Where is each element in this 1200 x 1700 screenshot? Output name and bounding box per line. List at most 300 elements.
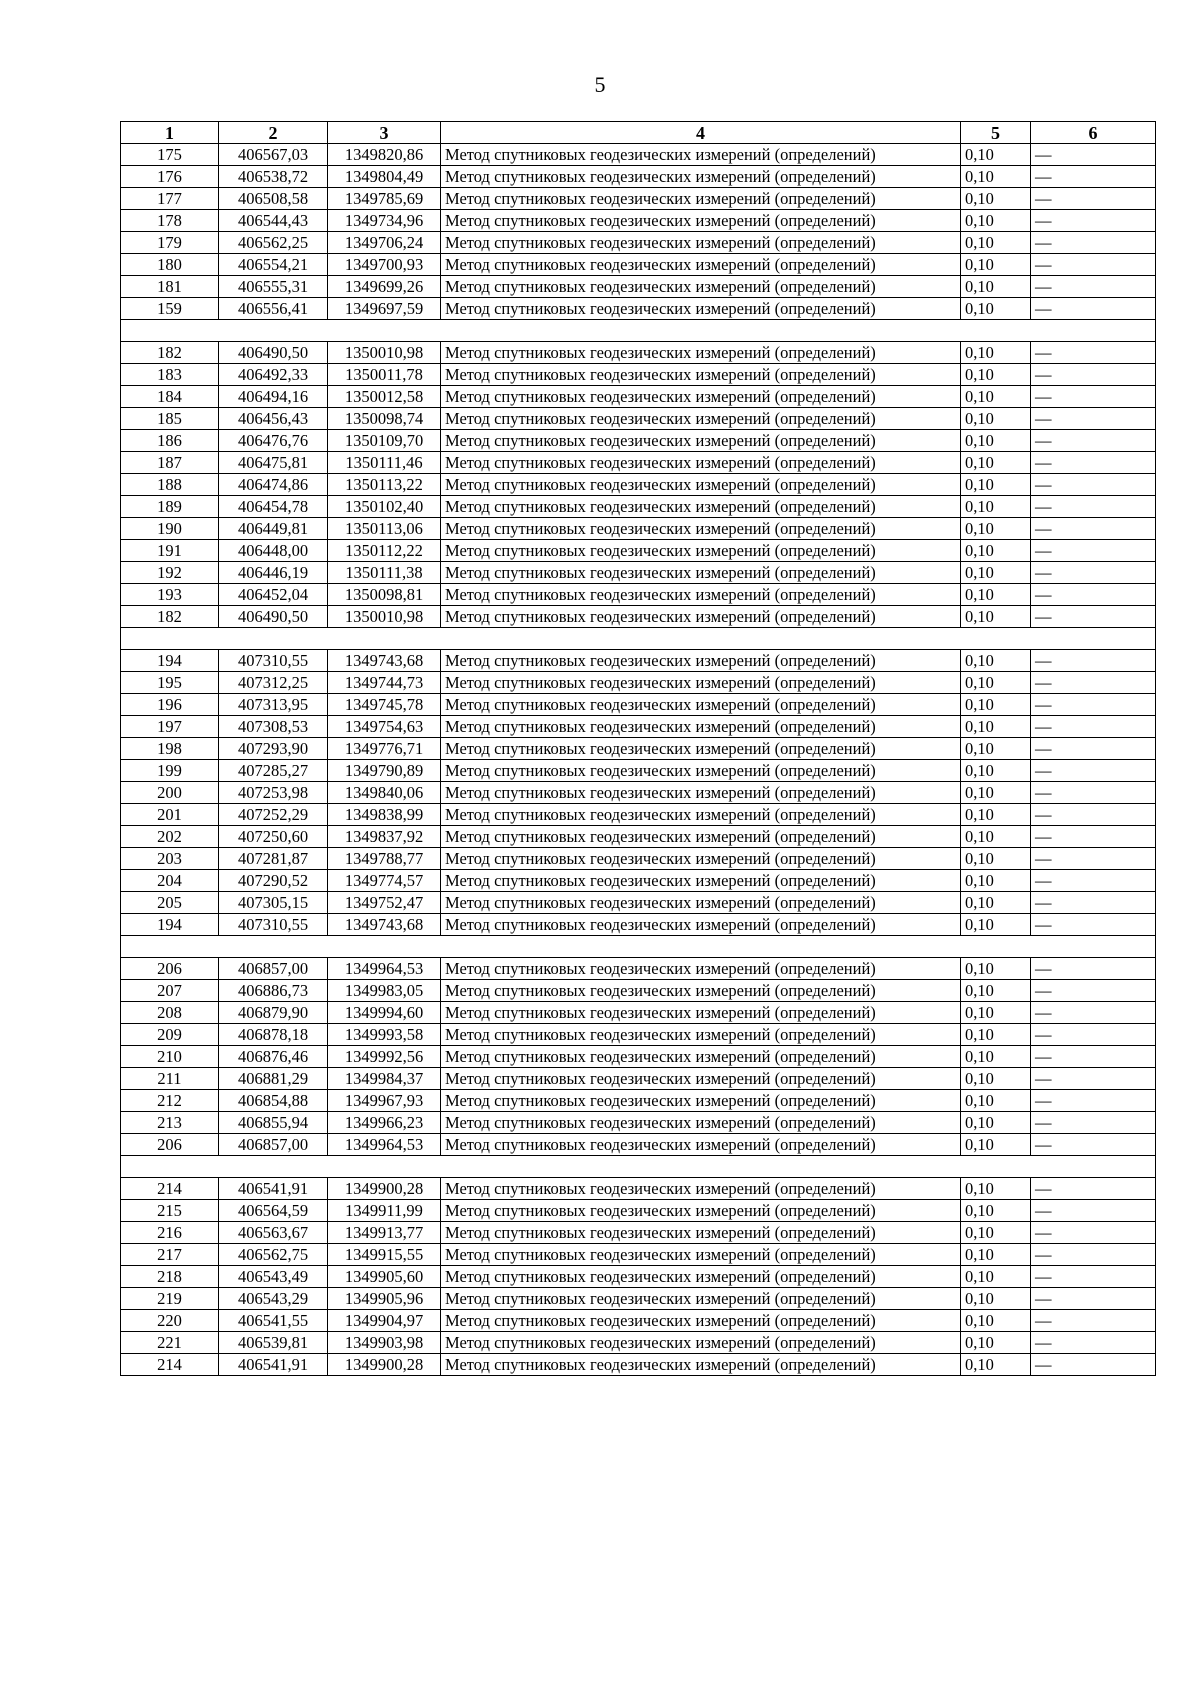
cell-note: — <box>1031 430 1156 452</box>
cell-point-number: 179 <box>121 232 219 254</box>
table-row <box>121 1178 1156 1200</box>
cell-point-number: 212 <box>121 1090 219 1112</box>
table-row <box>121 826 1156 848</box>
header-col-6: 6 <box>1031 122 1156 144</box>
cell-point-number: 182 <box>121 342 219 364</box>
cell-coord-x: 407312,25 <box>219 672 328 694</box>
cell-note: — <box>1031 188 1156 210</box>
cell-coord-x: 406492,33 <box>219 364 328 386</box>
cell-precision: 0,10 <box>961 1200 1031 1222</box>
cell-precision: 0,10 <box>961 1046 1031 1068</box>
cell-note: — <box>1031 892 1156 914</box>
table-row <box>121 1046 1156 1068</box>
cell-point-number: 175 <box>121 144 219 166</box>
cell-coord-x: 406562,75 <box>219 1244 328 1266</box>
cell-coord-y: 1350113,06 <box>328 518 441 540</box>
cell-coord-x: 406554,21 <box>219 254 328 276</box>
cell-method: Метод спутниковых геодезических измерений (определений) <box>441 738 961 760</box>
cell-point-number: 189 <box>121 496 219 518</box>
cell-coord-y: 1350111,38 <box>328 562 441 584</box>
cell-coord-y: 1349804,49 <box>328 166 441 188</box>
cell-precision: 0,10 <box>961 1332 1031 1354</box>
cell-coord-x: 406454,78 <box>219 496 328 518</box>
cell-point-number: 182 <box>121 606 219 628</box>
cell-note: — <box>1031 782 1156 804</box>
cell-note: — <box>1031 584 1156 606</box>
cell-point-number: 185 <box>121 408 219 430</box>
cell-coord-x: 406543,49 <box>219 1266 328 1288</box>
cell-method: Метод спутниковых геодезических измерений (определений) <box>441 1200 961 1222</box>
cell-point-number: 203 <box>121 848 219 870</box>
cell-point-number: 219 <box>121 1288 219 1310</box>
cell-precision: 0,10 <box>961 694 1031 716</box>
table-row <box>121 496 1156 518</box>
header-row <box>121 122 1156 144</box>
group-separator-row <box>121 320 1156 342</box>
cell-precision: 0,10 <box>961 1068 1031 1090</box>
cell-precision: 0,10 <box>961 848 1031 870</box>
table-row <box>121 254 1156 276</box>
cell-note: — <box>1031 650 1156 672</box>
cell-method: Метод спутниковых геодезических измерений (определений) <box>441 254 961 276</box>
cell-point-number: 208 <box>121 1002 219 1024</box>
cell-note: — <box>1031 1332 1156 1354</box>
cell-coord-y: 1350098,81 <box>328 584 441 606</box>
cell-coord-y: 1349905,96 <box>328 1288 441 1310</box>
cell-point-number: 218 <box>121 1266 219 1288</box>
cell-coord-y: 1349964,53 <box>328 1134 441 1156</box>
cell-precision: 0,10 <box>961 540 1031 562</box>
cell-precision: 0,10 <box>961 1002 1031 1024</box>
cell-method: Метод спутниковых геодезических измерений (определений) <box>441 1332 961 1354</box>
cell-precision: 0,10 <box>961 1244 1031 1266</box>
table-row <box>121 716 1156 738</box>
cell-point-number: 201 <box>121 804 219 826</box>
cell-precision: 0,10 <box>961 188 1031 210</box>
cell-coord-y: 1349911,99 <box>328 1200 441 1222</box>
group-separator-cell <box>121 936 1156 958</box>
cell-coord-y: 1349745,78 <box>328 694 441 716</box>
cell-coord-y: 1349903,98 <box>328 1332 441 1354</box>
cell-point-number: 200 <box>121 782 219 804</box>
cell-coord-y: 1349788,77 <box>328 848 441 870</box>
cell-point-number: 216 <box>121 1222 219 1244</box>
cell-precision: 0,10 <box>961 782 1031 804</box>
cell-method: Метод спутниковых геодезических измерений (определений) <box>441 826 961 848</box>
cell-note: — <box>1031 342 1156 364</box>
cell-coord-y: 1350098,74 <box>328 408 441 430</box>
cell-point-number: 192 <box>121 562 219 584</box>
cell-method: Метод спутниковых геодезических измерений (определений) <box>441 1354 961 1376</box>
cell-note: — <box>1031 540 1156 562</box>
cell-note: — <box>1031 1354 1156 1376</box>
cell-coord-x: 406879,90 <box>219 1002 328 1024</box>
table-row <box>121 694 1156 716</box>
cell-note: — <box>1031 1310 1156 1332</box>
cell-point-number: 183 <box>121 364 219 386</box>
cell-coord-x: 406452,04 <box>219 584 328 606</box>
cell-method: Метод спутниковых геодезических измерений (определений) <box>441 474 961 496</box>
cell-method: Метод спутниковых геодезических измерений (определений) <box>441 298 961 320</box>
group-separator-row <box>121 1156 1156 1178</box>
cell-note: — <box>1031 210 1156 232</box>
table-row <box>121 232 1156 254</box>
header-col-1: 1 <box>121 122 219 144</box>
cell-precision: 0,10 <box>961 474 1031 496</box>
cell-coord-x: 406881,29 <box>219 1068 328 1090</box>
cell-coord-x: 407310,55 <box>219 914 328 936</box>
cell-note: — <box>1031 408 1156 430</box>
table-row <box>121 848 1156 870</box>
cell-coord-y: 1349915,55 <box>328 1244 441 1266</box>
cell-coord-y: 1349785,69 <box>328 188 441 210</box>
cell-coord-x: 406446,19 <box>219 562 328 584</box>
cell-precision: 0,10 <box>961 870 1031 892</box>
cell-coord-x: 406543,29 <box>219 1288 328 1310</box>
table-row <box>121 980 1156 1002</box>
cell-note: — <box>1031 386 1156 408</box>
cell-method: Метод спутниковых геодезических измерений (определений) <box>441 1310 961 1332</box>
cell-method: Метод спутниковых геодезических измерений (определений) <box>441 958 961 980</box>
group-separator-row <box>121 936 1156 958</box>
cell-precision: 0,10 <box>961 1024 1031 1046</box>
cell-coord-y: 1349967,93 <box>328 1090 441 1112</box>
cell-method: Метод спутниковых геодезических измерений (определений) <box>441 782 961 804</box>
cell-precision: 0,10 <box>961 430 1031 452</box>
cell-point-number: 215 <box>121 1200 219 1222</box>
cell-coord-x: 406855,94 <box>219 1112 328 1134</box>
cell-coord-y: 1349734,96 <box>328 210 441 232</box>
cell-method: Метод спутниковых геодезических измерений (определений) <box>441 1112 961 1134</box>
cell-coord-x: 406564,59 <box>219 1200 328 1222</box>
cell-coord-y: 1349754,63 <box>328 716 441 738</box>
table-row <box>121 210 1156 232</box>
cell-coord-y: 1349913,77 <box>328 1222 441 1244</box>
cell-method: Метод спутниковых геодезических измерений (определений) <box>441 496 961 518</box>
table-row <box>121 298 1156 320</box>
cell-method: Метод спутниковых геодезических измерений (определений) <box>441 430 961 452</box>
cell-note: — <box>1031 804 1156 826</box>
cell-method: Метод спутниковых геодезических измерений (определений) <box>441 1244 961 1266</box>
cell-precision: 0,10 <box>961 584 1031 606</box>
cell-point-number: 198 <box>121 738 219 760</box>
cell-coord-x: 406563,67 <box>219 1222 328 1244</box>
cell-precision: 0,10 <box>961 364 1031 386</box>
cell-method: Метод спутниковых геодезических измерений (определений) <box>441 144 961 166</box>
cell-precision: 0,10 <box>961 958 1031 980</box>
cell-coord-y: 1349699,26 <box>328 276 441 298</box>
table-row <box>121 1200 1156 1222</box>
cell-precision: 0,10 <box>961 826 1031 848</box>
cell-note: — <box>1031 1178 1156 1200</box>
cell-coord-x: 406876,46 <box>219 1046 328 1068</box>
cell-precision: 0,10 <box>961 452 1031 474</box>
cell-point-number: 176 <box>121 166 219 188</box>
cell-coord-y: 1349706,24 <box>328 232 441 254</box>
cell-precision: 0,10 <box>961 342 1031 364</box>
cell-coord-x: 406878,18 <box>219 1024 328 1046</box>
cell-note: — <box>1031 1068 1156 1090</box>
cell-method: Метод спутниковых геодезических измерений (определений) <box>441 1266 961 1288</box>
cell-method: Метод спутниковых геодезических измерений (определений) <box>441 166 961 188</box>
cell-precision: 0,10 <box>961 386 1031 408</box>
cell-point-number: 195 <box>121 672 219 694</box>
cell-method: Метод спутниковых геодезических измерений (определений) <box>441 540 961 562</box>
cell-coord-x: 406562,25 <box>219 232 328 254</box>
table-row <box>121 452 1156 474</box>
cell-method: Метод спутниковых геодезических измерений (определений) <box>441 914 961 936</box>
cell-method: Метод спутниковых геодезических измерений (определений) <box>441 210 961 232</box>
cell-point-number: 204 <box>121 870 219 892</box>
table-row <box>121 650 1156 672</box>
cell-note: — <box>1031 1288 1156 1310</box>
table-row <box>121 188 1156 210</box>
cell-method: Метод спутниковых геодезических измерений (определений) <box>441 408 961 430</box>
table-row <box>121 1288 1156 1310</box>
cell-coord-x: 407310,55 <box>219 650 328 672</box>
cell-precision: 0,10 <box>961 980 1031 1002</box>
table-row <box>121 672 1156 694</box>
cell-coord-x: 407281,87 <box>219 848 328 870</box>
cell-method: Метод спутниковых геодезических измерений (определений) <box>441 1178 961 1200</box>
table-row <box>121 1332 1156 1354</box>
cell-coord-y: 1350011,78 <box>328 364 441 386</box>
cell-coord-y: 1349837,92 <box>328 826 441 848</box>
cell-note: — <box>1031 980 1156 1002</box>
cell-coord-y: 1349752,47 <box>328 892 441 914</box>
cell-coord-y: 1349983,05 <box>328 980 441 1002</box>
table-body <box>121 144 1156 1376</box>
table-row <box>121 1354 1156 1376</box>
cell-coord-x: 406456,43 <box>219 408 328 430</box>
table-row <box>121 1024 1156 1046</box>
cell-coord-y: 1350012,58 <box>328 386 441 408</box>
cell-coord-y: 1350010,98 <box>328 342 441 364</box>
cell-coord-y: 1349820,86 <box>328 144 441 166</box>
cell-point-number: 194 <box>121 914 219 936</box>
table-row <box>121 738 1156 760</box>
cell-precision: 0,10 <box>961 892 1031 914</box>
table-row <box>121 166 1156 188</box>
header-col-5: 5 <box>961 122 1031 144</box>
cell-note: — <box>1031 716 1156 738</box>
cell-precision: 0,10 <box>961 254 1031 276</box>
cell-point-number: 206 <box>121 958 219 980</box>
table-row <box>121 958 1156 980</box>
cell-note: — <box>1031 452 1156 474</box>
cell-coord-x: 407290,52 <box>219 870 328 892</box>
cell-note: — <box>1031 562 1156 584</box>
cell-note: — <box>1031 1090 1156 1112</box>
cell-method: Метод спутниковых геодезических измерений (определений) <box>441 584 961 606</box>
cell-point-number: 178 <box>121 210 219 232</box>
cell-coord-y: 1349966,23 <box>328 1112 441 1134</box>
cell-point-number: 186 <box>121 430 219 452</box>
cell-precision: 0,10 <box>961 672 1031 694</box>
cell-coord-x: 407293,90 <box>219 738 328 760</box>
cell-method: Метод спутниковых геодезических измерений (определений) <box>441 1002 961 1024</box>
cell-coord-y: 1349840,06 <box>328 782 441 804</box>
cell-note: — <box>1031 518 1156 540</box>
table-row <box>121 1222 1156 1244</box>
group-separator-cell <box>121 628 1156 650</box>
cell-coord-x: 406541,91 <box>219 1354 328 1376</box>
cell-coord-x: 406490,50 <box>219 606 328 628</box>
cell-precision: 0,10 <box>961 1266 1031 1288</box>
cell-note: — <box>1031 694 1156 716</box>
cell-coord-x: 407252,29 <box>219 804 328 826</box>
cell-note: — <box>1031 1266 1156 1288</box>
cell-coord-y: 1350102,40 <box>328 496 441 518</box>
cell-method: Метод спутниковых геодезических измерений (определений) <box>441 1222 961 1244</box>
cell-note: — <box>1031 496 1156 518</box>
cell-point-number: 213 <box>121 1112 219 1134</box>
table-row <box>121 144 1156 166</box>
cell-point-number: 181 <box>121 276 219 298</box>
cell-method: Метод спутниковых геодезических измерений (определений) <box>441 232 961 254</box>
cell-precision: 0,10 <box>961 1112 1031 1134</box>
cell-coord-y: 1349700,93 <box>328 254 441 276</box>
cell-coord-y: 1349992,56 <box>328 1046 441 1068</box>
cell-coord-y: 1349984,37 <box>328 1068 441 1090</box>
cell-coord-x: 407253,98 <box>219 782 328 804</box>
cell-precision: 0,10 <box>961 1222 1031 1244</box>
table-row <box>121 584 1156 606</box>
cell-point-number: 159 <box>121 298 219 320</box>
cell-method: Метод спутниковых геодезических измерений (определений) <box>441 364 961 386</box>
cell-coord-y: 1349838,99 <box>328 804 441 826</box>
cell-method: Метод спутниковых геодезических измерений (определений) <box>441 1068 961 1090</box>
cell-point-number: 221 <box>121 1332 219 1354</box>
cell-method: Метод спутниковых геодезических измерений (определений) <box>441 870 961 892</box>
cell-precision: 0,10 <box>961 1090 1031 1112</box>
cell-precision: 0,10 <box>961 408 1031 430</box>
cell-precision: 0,10 <box>961 914 1031 936</box>
cell-precision: 0,10 <box>961 1354 1031 1376</box>
cell-coord-x: 406857,00 <box>219 1134 328 1156</box>
table-row <box>121 1068 1156 1090</box>
cell-point-number: 191 <box>121 540 219 562</box>
coordinates-table <box>120 121 1156 1376</box>
table-row <box>121 342 1156 364</box>
cell-note: — <box>1031 1002 1156 1024</box>
cell-coord-y: 1350112,22 <box>328 540 441 562</box>
table-row <box>121 804 1156 826</box>
cell-method: Метод спутниковых геодезических измерений (определений) <box>441 1134 961 1156</box>
cell-coord-x: 406544,43 <box>219 210 328 232</box>
cell-method: Метод спутниковых геодезических измерений (определений) <box>441 188 961 210</box>
cell-coord-x: 406857,00 <box>219 958 328 980</box>
page-number: 5 <box>594 72 606 97</box>
cell-point-number: 205 <box>121 892 219 914</box>
cell-coord-y: 1349790,89 <box>328 760 441 782</box>
cell-coord-x: 407313,95 <box>219 694 328 716</box>
cell-coord-y: 1349743,68 <box>328 914 441 936</box>
cell-precision: 0,10 <box>961 166 1031 188</box>
cell-method: Метод спутниковых геодезических измерений (определений) <box>441 716 961 738</box>
cell-note: — <box>1031 474 1156 496</box>
cell-method: Метод спутниковых геодезических измерений (определений) <box>441 760 961 782</box>
cell-note: — <box>1031 1112 1156 1134</box>
cell-point-number: 211 <box>121 1068 219 1090</box>
cell-note: — <box>1031 166 1156 188</box>
table-row <box>121 430 1156 452</box>
cell-note: — <box>1031 1046 1156 1068</box>
cell-coord-x: 407305,15 <box>219 892 328 914</box>
cell-precision: 0,10 <box>961 1288 1031 1310</box>
cell-point-number: 180 <box>121 254 219 276</box>
cell-coord-x: 406490,50 <box>219 342 328 364</box>
cell-coord-y: 1349900,28 <box>328 1354 441 1376</box>
cell-coord-x: 406539,81 <box>219 1332 328 1354</box>
table-row <box>121 782 1156 804</box>
table-row <box>121 1090 1156 1112</box>
cell-point-number: 207 <box>121 980 219 1002</box>
cell-note: — <box>1031 1200 1156 1222</box>
cell-note: — <box>1031 1024 1156 1046</box>
cell-precision: 0,10 <box>961 276 1031 298</box>
cell-coord-x: 406567,03 <box>219 144 328 166</box>
cell-coord-y: 1350111,46 <box>328 452 441 474</box>
cell-coord-x: 406886,73 <box>219 980 328 1002</box>
table-row <box>121 1266 1156 1288</box>
cell-note: — <box>1031 760 1156 782</box>
table-row <box>121 364 1156 386</box>
cell-note: — <box>1031 276 1156 298</box>
cell-point-number: 196 <box>121 694 219 716</box>
cell-note: — <box>1031 672 1156 694</box>
cell-precision: 0,10 <box>961 562 1031 584</box>
cell-point-number: 206 <box>121 1134 219 1156</box>
table-row <box>121 870 1156 892</box>
table-header <box>121 122 1156 144</box>
table-row <box>121 892 1156 914</box>
cell-method: Метод спутниковых геодезических измерений (определений) <box>441 650 961 672</box>
cell-coord-x: 406541,55 <box>219 1310 328 1332</box>
cell-precision: 0,10 <box>961 650 1031 672</box>
cell-precision: 0,10 <box>961 144 1031 166</box>
cell-coord-x: 406538,72 <box>219 166 328 188</box>
cell-coord-x: 407285,27 <box>219 760 328 782</box>
cell-precision: 0,10 <box>961 606 1031 628</box>
cell-coord-y: 1349904,97 <box>328 1310 441 1332</box>
cell-note: — <box>1031 848 1156 870</box>
cell-coord-y: 1349744,73 <box>328 672 441 694</box>
cell-coord-y: 1349994,60 <box>328 1002 441 1024</box>
table-row <box>121 1244 1156 1266</box>
group-separator-cell <box>121 320 1156 342</box>
cell-point-number: 190 <box>121 518 219 540</box>
cell-coord-x: 406555,31 <box>219 276 328 298</box>
cell-note: — <box>1031 144 1156 166</box>
cell-coord-y: 1349905,60 <box>328 1266 441 1288</box>
table-row <box>121 1134 1156 1156</box>
cell-coord-y: 1350010,98 <box>328 606 441 628</box>
group-separator-cell <box>121 1156 1156 1178</box>
table-row <box>121 518 1156 540</box>
cell-coord-y: 1349776,71 <box>328 738 441 760</box>
table-row <box>121 474 1156 496</box>
cell-coord-x: 407308,53 <box>219 716 328 738</box>
cell-coord-y: 1349993,58 <box>328 1024 441 1046</box>
cell-note: — <box>1031 364 1156 386</box>
cell-point-number: 184 <box>121 386 219 408</box>
cell-point-number: 197 <box>121 716 219 738</box>
cell-precision: 0,10 <box>961 1310 1031 1332</box>
cell-note: — <box>1031 738 1156 760</box>
cell-method: Метод спутниковых геодезических измерений (определений) <box>441 1090 961 1112</box>
cell-note: — <box>1031 870 1156 892</box>
